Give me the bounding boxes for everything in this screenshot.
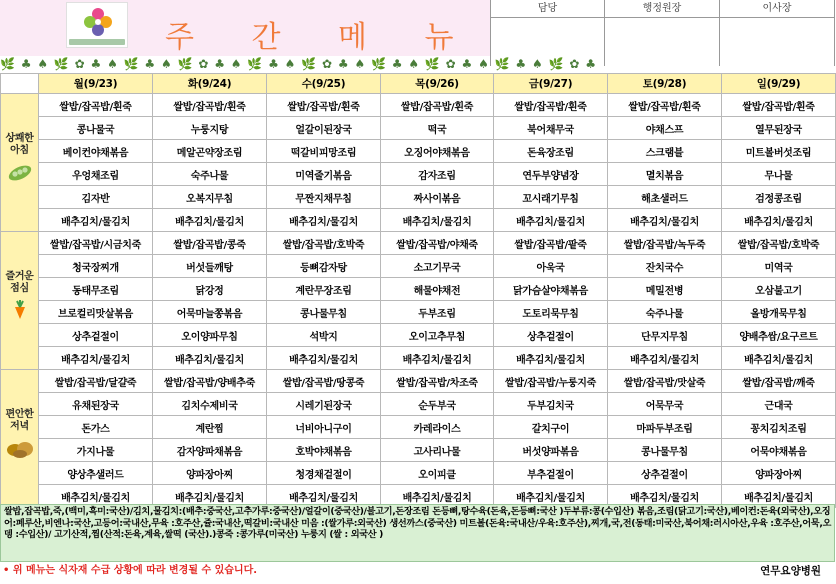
day-header: 목(9/26) [381, 74, 494, 94]
menu-cell: 청경채겉절이 [267, 462, 381, 485]
menu-cell: 해초샐러드 [608, 186, 722, 209]
menu-row [1, 301, 836, 324]
menu-cell: 얼갈이된장국 [267, 117, 381, 140]
menu-cell: 콩나물무침 [608, 439, 722, 462]
change-notice: • 위 메뉴는 식자재 수급 상황에 따라 변경될 수 있습니다. [3, 565, 258, 576]
menu-row [1, 416, 836, 439]
approval-director [605, 0, 720, 66]
menu-cell: 오이고추무침 [381, 324, 494, 347]
day-header: 화(9/24) [153, 74, 267, 94]
menu-cell: 메밀전병 [608, 278, 722, 301]
menu-cell: 상추겉절이 [494, 324, 608, 347]
menu-cell: 배추김치/물김치 [494, 347, 608, 370]
hospital-logo [66, 2, 128, 48]
menu-cell: 계란무장조림 [267, 278, 381, 301]
menu-cell: 아욱국 [494, 255, 608, 278]
menu-cell: 검정콩조림 [722, 186, 836, 209]
menu-cell: 계란찜 [153, 416, 267, 439]
menu-cell: 너비아니구이 [267, 416, 381, 439]
menu-cell: 쌀밥/잡곡밥/달걀죽 [39, 370, 153, 393]
menu-cell: 미트볼버섯조림 [722, 140, 836, 163]
menu-cell: 콩나물무침 [267, 301, 381, 324]
menu-cell: 떡국 [381, 117, 494, 140]
menu-cell: 오이피클 [381, 462, 494, 485]
menu-cell: 감자양파채볶음 [153, 439, 267, 462]
potatoes-icon [5, 437, 35, 459]
menu-cell: 미역국 [722, 255, 836, 278]
menu-cell: 단무지무침 [608, 324, 722, 347]
menu-cell: 상추겉절이 [39, 324, 153, 347]
menu-cell: 닭강정 [153, 278, 267, 301]
menu-cell: 우엉채조림 [39, 163, 153, 186]
menu-cell: 도토리묵무침 [494, 301, 608, 324]
day-header: 수(9/25) [267, 74, 381, 94]
menu-cell: 쌀밥/잡곡밥/흰죽 [608, 94, 722, 117]
menu-cell: 배추김치/물김치 [494, 209, 608, 232]
menu-cell: 양배추쌈/요구르트 [722, 324, 836, 347]
menu-cell: 배추김치/물김치 [267, 485, 381, 508]
menu-cell: 짜사이볶음 [381, 186, 494, 209]
menu-cell: 두부김치국 [494, 393, 608, 416]
meal-label-text: 즐거운 점심 [5, 270, 34, 294]
menu-cell: 상추겉절이 [608, 462, 722, 485]
header [0, 0, 835, 71]
menu-cell: 어묵야채볶음 [722, 439, 836, 462]
menu-cell: 배추김치/물김치 [39, 209, 153, 232]
approval-label: 행정원장 [605, 0, 719, 18]
day-header: 금(9/27) [494, 74, 608, 94]
menu-cell: 배추김치/물김치 [381, 209, 494, 232]
peas-icon [7, 161, 33, 183]
menu-cell: 북어채무국 [494, 117, 608, 140]
menu-cell: 김치수제비국 [153, 393, 267, 416]
menu-cell: 등뼈감자탕 [267, 255, 381, 278]
menu-cell: 쌀밥/잡곡밥/호박죽 [267, 232, 381, 255]
menu-row [1, 324, 836, 347]
menu-cell: 배추김치/물김치 [381, 347, 494, 370]
menu-cell: 어묵마늘쫑볶음 [153, 301, 267, 324]
menu-cell: 쌀밥/잡곡밥/누룽지죽 [494, 370, 608, 393]
menu-cell: 시레기된장국 [267, 393, 381, 416]
approval-chairman [720, 0, 835, 66]
menu-cell: 쌀밥/잡곡밥/녹두죽 [608, 232, 722, 255]
menu-cell: 베이컨야채볶음 [39, 140, 153, 163]
day-header: 토(9/28) [608, 74, 722, 94]
menu-cell: 양파장아찌 [722, 462, 836, 485]
menu-cell: 꼬시래기무침 [494, 186, 608, 209]
menu-cell: 근대국 [722, 393, 836, 416]
menu-cell: 배추김치/물김치 [153, 485, 267, 508]
decorative-border: 🌿 ♣ ♠ 🌿 ✿ ♣ ♠ 🌿 ♣ ♠ 🌿 ✿ ♣ ♠ 🌿 ♣ ♠ 🌿 ✿ ♣ ♠ 🌿 ♣ ♠ 🌿 ✿ ♣ ♠ 🌿 ♣ ♠ 🌿 ✿ ♣ [0, 57, 597, 71]
menu-cell: 쌀밥/잡곡밥/차조죽 [381, 370, 494, 393]
menu-cell: 오이양파무침 [153, 324, 267, 347]
menu-cell: 쌀밥/잡곡밥/깨죽 [722, 370, 836, 393]
menu-cell: 가지나물 [39, 439, 153, 462]
menu-cell: 두부조림 [381, 301, 494, 324]
menu-cell: 쌀밥/잡곡밥/흰죽 [494, 94, 608, 117]
menu-cell: 배추김치/물김치 [608, 209, 722, 232]
meal-label [1, 94, 39, 232]
meal-label-text: 상쾌한 아침 [5, 132, 34, 156]
meal-label [1, 370, 39, 508]
day-header: 일(9/29) [722, 74, 836, 94]
menu-cell: 부추겉절이 [494, 462, 608, 485]
menu-cell: 열무된장국 [722, 117, 836, 140]
menu-cell: 무나물 [722, 163, 836, 186]
menu-row [1, 140, 836, 163]
menu-cell: 청국장찌개 [39, 255, 153, 278]
menu-cell: 어묵무국 [608, 393, 722, 416]
menu-cell: 버섯양파볶음 [494, 439, 608, 462]
menu-cell: 김자반 [39, 186, 153, 209]
menu-row [1, 462, 836, 485]
menu-cell: 양파장아찌 [153, 462, 267, 485]
menu-cell: 쌀밥/잡곡밥/맛살죽 [608, 370, 722, 393]
menu-cell: 오복지무침 [153, 186, 267, 209]
menu-row [1, 370, 836, 393]
menu-cell: 배추김치/물김치 [153, 209, 267, 232]
menu-row [1, 94, 836, 117]
menu-cell: 쌀밥/잡곡밥/콩죽 [153, 232, 267, 255]
menu-cell: 호박야채볶음 [267, 439, 381, 462]
menu-cell: 돈가스 [39, 416, 153, 439]
menu-cell: 미역줄기볶음 [267, 163, 381, 186]
menu-cell: 떡갈비피망조림 [267, 140, 381, 163]
menu-cell: 쌀밥/잡곡밥/흰죽 [39, 94, 153, 117]
menu-row [1, 163, 836, 186]
menu-cell: 멸치볶음 [608, 163, 722, 186]
menu-cell: 쌀밥/잡곡밥/흰죽 [267, 94, 381, 117]
menu-cell: 야채스프 [608, 117, 722, 140]
menu-cell: 유채된장국 [39, 393, 153, 416]
menu-cell: 배추김치/물김치 [722, 485, 836, 508]
menu-cell: 배추김치/물김치 [381, 485, 494, 508]
menu-cell: 동태무조림 [39, 278, 153, 301]
menu-row [1, 278, 836, 301]
menu-cell: 메알곤약장조림 [153, 140, 267, 163]
approval-label: 이사장 [720, 0, 834, 18]
menu-body [1, 94, 836, 508]
menu-row [1, 209, 836, 232]
menu-cell: 숙주나물 [608, 301, 722, 324]
menu-cell: 올방개묵무침 [722, 301, 836, 324]
day-header-row [1, 74, 836, 94]
approval-label: 담당 [491, 0, 604, 18]
menu-cell: 돈육장조림 [494, 140, 608, 163]
carrot-icon [10, 299, 30, 321]
menu-cell: 배추김치/물김치 [39, 347, 153, 370]
menu-cell: 콩나물국 [39, 117, 153, 140]
menu-cell: 쌀밥/잡곡밥/야채죽 [381, 232, 494, 255]
menu-cell: 숙주나물 [153, 163, 267, 186]
menu-cell: 순두부국 [381, 393, 494, 416]
menu-cell: 마파두부조림 [608, 416, 722, 439]
menu-cell: 오삼불고기 [722, 278, 836, 301]
origin-note: 쌀밥,잡곡밥,죽,(백미,흑미:국산)/김치,물김치:(배추:중국산,고추가루:중국산)/얼갈이(중국산)/불고기,돈장조림 돈등뼈,탕수육(돈육,돈등뼈:국산 )두부류:콩(수입산) 볶음,조림(닭고기:국산),베이컨:돈육(외국산),오징어:페루산,비엔나:국산,고등어:국내산,무육 :호주산,쥴:국내산,떡갈비:국내산 미음 :(쌀가루:외국산) 생선까스(중국산) 미트볼(돈육:국내산/우육:호주산),찌개,국,전(동태:미국산,북어채:러시아산,우육 :호주산,어묵,오뎅 :수입산)/ 고기산적,찜(산적:돈육,계육,쌀떡 (국산).)콩죽 :콩가루(미국산) 누룽지 (쌀 : 외국산 ) [0, 504, 835, 562]
menu-cell: 배추김치/물김치 [722, 347, 836, 370]
logo-caption-bar [69, 39, 125, 45]
menu-cell: 배추김치/물김치 [267, 209, 381, 232]
menu-table [0, 73, 836, 508]
menu-cell: 배추김치/물김치 [39, 485, 153, 508]
menu-cell: 해물야채전 [381, 278, 494, 301]
menu-cell: 배추김치/물김치 [608, 347, 722, 370]
menu-cell: 고사리나물 [381, 439, 494, 462]
menu-cell: 꽁치김치조림 [722, 416, 836, 439]
corner-cell [1, 74, 39, 94]
menu-cell: 누룽지탕 [153, 117, 267, 140]
menu-cell: 버섯들깨탕 [153, 255, 267, 278]
menu-cell: 쌀밥/잡곡밥/호박죽 [722, 232, 836, 255]
menu-cell: 석박지 [267, 324, 381, 347]
page-title: 주 간 메 뉴 [165, 20, 478, 55]
menu-row [1, 393, 836, 416]
menu-row [1, 232, 836, 255]
menu-cell: 배추김치/물김치 [494, 485, 608, 508]
menu-cell: 스크램블 [608, 140, 722, 163]
menu-cell: 갈치구이 [494, 416, 608, 439]
menu-cell: 쌀밥/잡곡밥/땅콩죽 [267, 370, 381, 393]
day-header: 월(9/23) [39, 74, 153, 94]
menu-cell: 배추김치/물김치 [722, 209, 836, 232]
menu-cell: 무짠지채무침 [267, 186, 381, 209]
menu-cell: 쌀밥/잡곡밥/양배추죽 [153, 370, 267, 393]
menu-cell: 쌀밥/잡곡밥/팥죽 [494, 232, 608, 255]
menu-cell: 쌀밥/잡곡밥/흰죽 [381, 94, 494, 117]
flower-logo-icon [81, 5, 115, 39]
menu-cell: 양상추샐러드 [39, 462, 153, 485]
menu-cell: 연두부양념장 [494, 163, 608, 186]
meal-label-text: 편안한 저녁 [5, 408, 34, 432]
title-banner [0, 0, 490, 56]
menu-cell: 쌀밥/잡곡밥/흰죽 [722, 94, 836, 117]
hospital-name: 연무요양병원 [760, 565, 821, 577]
menu-cell: 카레라이스 [381, 416, 494, 439]
menu-row [1, 347, 836, 370]
menu-cell: 오징어야채볶음 [381, 140, 494, 163]
menu-cell: 잔치국수 [608, 255, 722, 278]
menu-row [1, 255, 836, 278]
footer-notice [0, 562, 835, 584]
menu-row [1, 439, 836, 462]
menu-cell: 배추김치/물김치 [153, 347, 267, 370]
menu-cell: 소고기무국 [381, 255, 494, 278]
menu-cell: 쌀밥/잡곡밥/흰죽 [153, 94, 267, 117]
meal-label [1, 232, 39, 370]
menu-cell: 배추김치/물김치 [608, 485, 722, 508]
menu-cell: 배추김치/물김치 [267, 347, 381, 370]
menu-cell: 쌀밥/잡곡밥/시금치죽 [39, 232, 153, 255]
menu-row [1, 117, 836, 140]
menu-cell: 브로컬리맛살볶음 [39, 301, 153, 324]
menu-cell: 닭가슴살야채볶음 [494, 278, 608, 301]
menu-row [1, 186, 836, 209]
menu-cell: 감자조림 [381, 163, 494, 186]
